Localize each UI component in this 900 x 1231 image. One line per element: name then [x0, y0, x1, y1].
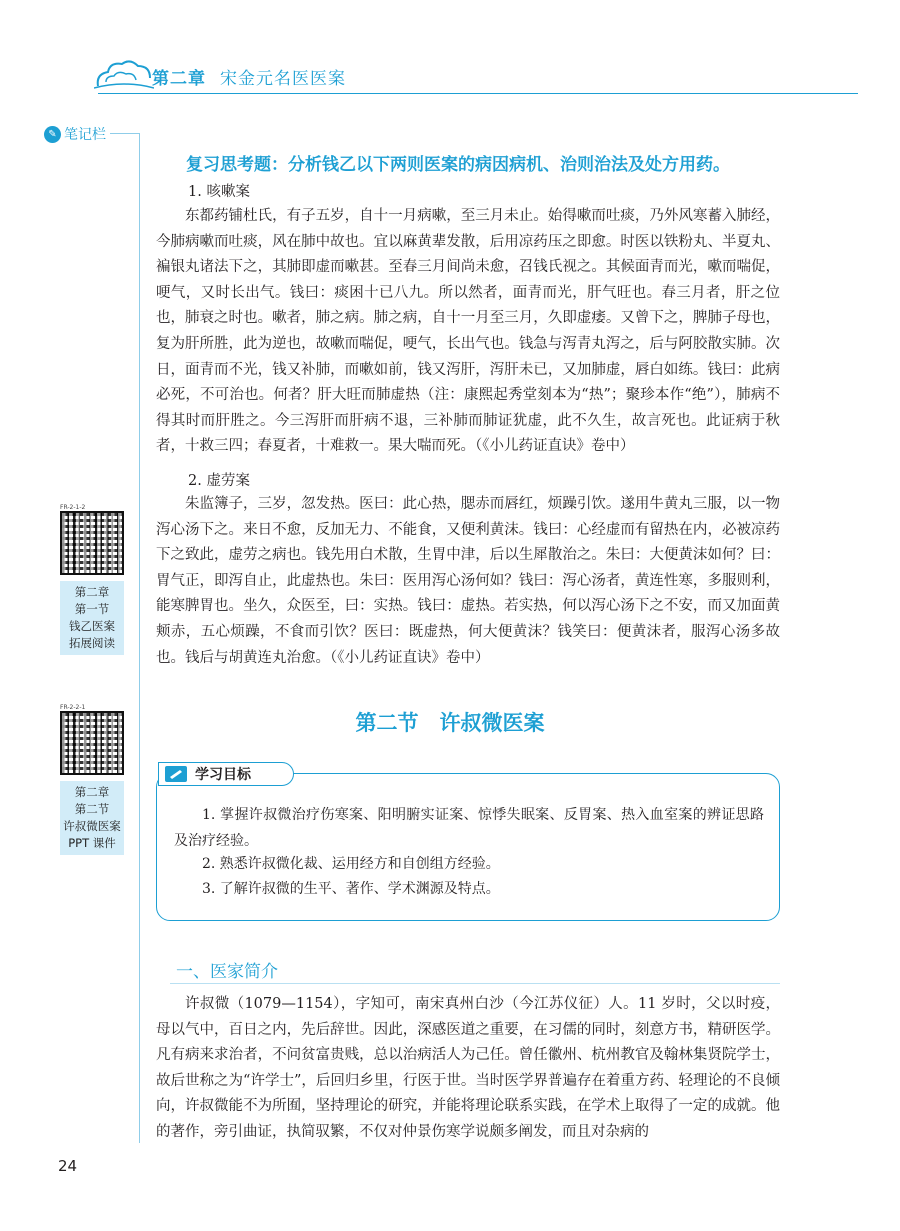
qr-caption — [60, 581, 124, 655]
review-question: 复习思考题：分析钱乙以下两则医案的病因病机、治则治法及处方用药。 — [186, 155, 730, 175]
section-title: 第二节 许叔微医案 — [355, 711, 545, 735]
qr-caption-line: 第二章 — [74, 585, 110, 599]
pen-note-icon: ✎ — [44, 126, 61, 143]
biography-text: 许叔微（1079—1154），字知可，南宋真州白沙（今江苏仪征）人。11 岁时，父以时疫，母以气中，百日之内，先后辞世。因此，深感医道之重要，在习儒的同时，刻意方书，精研医学。凡有病来求治者，不问贫富贵贱，总以治病活人为己任。曾任徽州、杭州教官及翰林集贤院学士，故后世称之为“许学士”，后回归乡里，行医于世。当时医学界普遍存在着重方药、轻理论的不良倾向，许叔微能不为所囿，坚持理论的研究，并能将理论联系实践，在学术上取得了一定的成就。他的著作，旁引曲证，执简驭繁，不仅对仲景伤寒学说颇多阐发，而且对杂病的 — [156, 996, 780, 1140]
learning-goals-tab — [158, 762, 294, 786]
sidebar-rule-top — [110, 133, 140, 134]
case-title: 2. 虚劳案 — [188, 473, 250, 489]
qr-caption-line: 第二章 — [74, 785, 110, 799]
case-text: 东都药铺杜氏，有子五岁，自十一月病嗽，至三月未止。始得嗽而吐痰，乃外风寒蓄入肺经，今肺病嗽而吐痰，风在肺中故也。宜以麻黄辈发散，后用凉药压之即愈。时医以铁粉丸、半夏丸、褊银丸诸法下之，其肺即虚而嗽甚。至春三月间尚未愈，召钱氏视之。其候面青而光，嗽而喘促，哽气，又时长出气。钱曰：痰困十已八九。所以然者，面青而光，肝气旺也。春三月者，肝之位也，肺衰之时也。嗽者，肺之病。肺之病，自十一月至三月，久即虚痿。又曾下之，脾肺子母也，复为肝所胜，此为逆也，故嗽而喘促，哽气，长出气也。钱急与泻青丸泻之，后与阿胶散实肺。次日，面青而不光，钱又补肺，而嗽如前，钱又泻肝，泻肝未已，又加肺虚，唇白如练。钱曰：此病必死，不可治也。何者？肝大旺而肺虚热（注：康熙起秀堂刻本为“热”；聚珍本作“绝”），肺病不得其时而肝胜之。今三泻肝而肝病不退，三补肺而肺证犹虚，此不久生，故言死也。此证病于秋者，十救三四；春夏者，十难救一。果大喘而死。（《小儿药证直诀》卷中） — [156, 208, 780, 455]
running-header — [152, 64, 346, 89]
learning-goal: 1. 掌握许叔微治疗伤寒案、阳明腑实证案、惊悸失眠案、反胃案、热入血室案的辨证思路及治疗经验。 — [174, 807, 764, 849]
case-title: 1. 咳嗽案 — [188, 184, 250, 200]
pen-icon — [165, 766, 187, 782]
case-text: 朱监簿子，三岁，忽发热。医曰：此心热，腮赤而唇红，烦躁引饮。遂用牛黄丸三服，以一物泻心汤下之。来日不愈，反加无力、不能食，又便利黄沫。钱曰：心经虚而有留热在内，必被凉药下之致此，虚劳之病也。钱先用白术散，生胃中津，后以生犀散治之。朱曰：大便黄沫如何？曰：胃气正，即泻自止，此虚热也。朱曰：医用泻心汤何如？钱曰：泻心汤者，黄连性寒，多服则利，能寒脾胃也。坐久，众医至，曰：实热。钱曰：虚热。若实热，何以泻心汤下之不安，而又加面黄颊赤，五心烦躁，不食而引饮？医曰：既虚热，何大便黄沫？钱笑曰：便黄沫者，服泻心汤多故也。钱后与胡黄连丸治愈。（《小儿药证直诀》卷中） — [156, 496, 780, 666]
sidebar-rule — [139, 133, 140, 1143]
qr-caption-line: 许叔微医案 — [63, 819, 121, 833]
qr-caption-line: PPT 课件 — [68, 836, 116, 850]
header-rule — [98, 93, 858, 94]
subsection-heading: 一、医家简介 — [176, 962, 278, 982]
qr-block-1 — [60, 504, 124, 655]
header-title: 宋金元名医医案 — [220, 69, 346, 89]
qr-caption-line: 拓展阅读 — [69, 636, 115, 650]
qr-caption-line: 第二节 — [74, 802, 110, 816]
header-chapter: 第二章 — [152, 69, 206, 89]
qr-code-image[interactable] — [60, 511, 124, 575]
learning-goal: 3. 了解许叔微的生平、著作、学术渊源及特点。 — [202, 881, 500, 897]
page-number: 24 — [58, 1157, 78, 1175]
qr-code-label: FR-2-2-1 — [60, 704, 86, 711]
qr-caption-line: 钱乙医案 — [69, 619, 115, 633]
learning-goal: 2. 熟悉许叔微化裁、运用经方和自创组方经验。 — [202, 856, 500, 872]
qr-caption — [60, 781, 124, 855]
subsection-rule — [170, 983, 780, 984]
notes-label: 笔记栏 — [64, 127, 106, 143]
learning-goals-label: 学习目标 — [195, 767, 251, 783]
qr-code-label: FR-2-1-2 — [60, 504, 86, 511]
qr-caption-line: 第一节 — [74, 602, 110, 616]
cloud-ornament-icon — [94, 58, 154, 92]
notes-column-header — [44, 124, 106, 144]
